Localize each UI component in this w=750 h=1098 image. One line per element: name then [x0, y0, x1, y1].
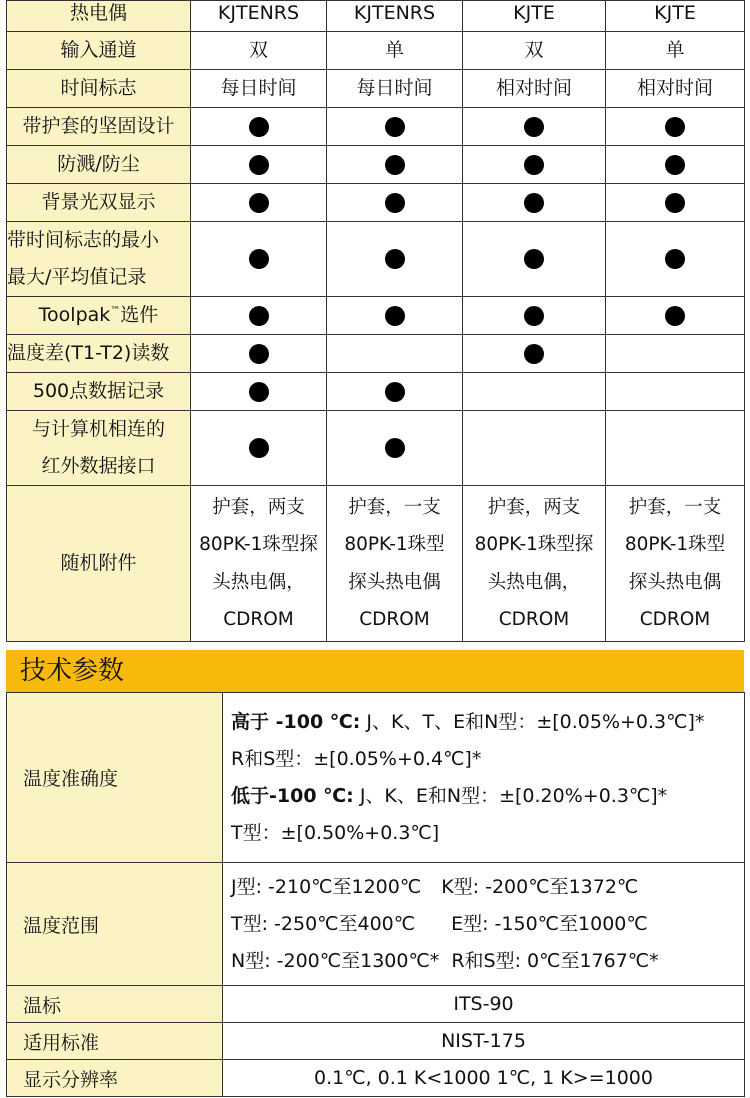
model-name: KJTENRS: [191, 1, 327, 32]
accessory-line: CDROM: [359, 609, 430, 630]
table-cell: 相对时间: [606, 70, 745, 108]
table-row: [7, 108, 745, 146]
spec-label: 显示分辨率: [7, 1060, 223, 1097]
accuracy-text: J、K、T、E和N型：±[0.05%+0.3℃]*: [360, 710, 705, 733]
filled-circle-icon: [385, 155, 405, 175]
header-label: 热电偶: [7, 1, 191, 32]
filled-circle-icon: [249, 155, 269, 175]
accessory-line: 护套，一支: [348, 496, 441, 518]
table-cell: [327, 335, 463, 373]
table-cell: [191, 297, 327, 335]
filled-circle-icon: [385, 306, 405, 326]
row-label: 输入通道: [7, 32, 191, 70]
row-label: 温度差(T1-T2)读数: [7, 335, 191, 373]
table-cell: [463, 297, 606, 335]
spec-section-title: 技术参数: [20, 656, 125, 686]
table-cell: [191, 373, 327, 411]
accuracy-line: R和S型：±[0.05%+0.4℃]*: [231, 747, 482, 770]
accessory-line: 80PK-1珠型探: [199, 534, 318, 555]
accessory-line: CDROM: [498, 609, 570, 630]
spec-row: [7, 1060, 745, 1097]
filled-circle-icon: [665, 117, 685, 137]
row-label-line: 最大/平均值记录: [7, 266, 147, 288]
row-label: [7, 297, 191, 335]
table-cell: [327, 411, 463, 486]
filled-circle-icon: [385, 249, 405, 269]
table-row: [7, 70, 745, 108]
table-row: [7, 335, 745, 373]
range-e: E型: -150℃至1000℃: [451, 912, 648, 935]
spec-value: 0.1℃, 0.1 K<1000 1℃, 1 K>=1000: [223, 1060, 745, 1097]
row-label: 带护套的坚固设计: [7, 108, 191, 146]
table-cell: [606, 146, 745, 184]
comparison-table: [6, 0, 745, 642]
spec-label: 适用标准: [7, 1023, 223, 1060]
row-label-line: 红外数据接口: [41, 455, 156, 477]
model-name: KJTE: [463, 1, 606, 32]
filled-circle-icon: [524, 249, 544, 269]
table-cell: [191, 335, 327, 373]
table-cell: [606, 335, 745, 373]
table-cell: 单: [606, 32, 745, 70]
table-cell: [327, 222, 463, 297]
table-cell: [463, 146, 606, 184]
table-cell: [327, 108, 463, 146]
table-cell: [606, 297, 745, 335]
table-cell: [191, 184, 327, 222]
range-j: J型: -210℃至1200℃: [231, 875, 422, 898]
accessory-line: 护套，两支: [212, 496, 305, 518]
toolpak-label: Toolpak: [38, 304, 111, 326]
table-cell: [606, 108, 745, 146]
table-row: [7, 297, 745, 335]
table-cell: [327, 486, 463, 642]
model-name: KJTENRS: [327, 1, 463, 32]
spec-row: [7, 986, 745, 1023]
table-cell: [606, 411, 745, 486]
table-row: [7, 486, 745, 642]
table-row: [7, 184, 745, 222]
filled-circle-icon: [249, 249, 269, 269]
row-label: 防溅/防尘: [7, 146, 191, 184]
filled-circle-icon: [524, 155, 544, 175]
row-label: 时间标志: [7, 70, 191, 108]
table-cell: 双: [191, 32, 327, 70]
table-cell: [606, 486, 745, 642]
table-cell: [191, 108, 327, 146]
table-row: [7, 411, 745, 486]
spec-label: 温度准确度: [7, 693, 223, 863]
filled-circle-icon: [385, 117, 405, 137]
accessory-line: CDROM: [223, 609, 294, 630]
accuracy-condition: 高于 -100 ℃:: [231, 710, 361, 733]
range-n: N型: -200℃至1300℃*: [231, 949, 440, 972]
spec-row: [7, 863, 745, 986]
spec-row: [7, 693, 745, 863]
accessory-line: 头热电偶，: [212, 571, 305, 593]
filled-circle-icon: [665, 249, 685, 269]
spec-label: 温度范围: [7, 863, 223, 986]
accuracy-line: [231, 704, 744, 741]
row-label: 500点数据记录: [7, 373, 191, 411]
table-row: [7, 373, 745, 411]
range-line: [231, 869, 744, 906]
table-cell: 单: [327, 32, 463, 70]
filled-circle-icon: [665, 193, 685, 213]
filled-circle-icon: [524, 117, 544, 137]
spec-value: [223, 863, 745, 986]
spec-section-header: [6, 650, 744, 692]
range-line: [231, 943, 744, 980]
row-label: [7, 222, 191, 297]
accessory-line: 护套，一支: [628, 496, 722, 518]
spec-row: [7, 1023, 745, 1060]
table-cell: [463, 411, 606, 486]
filled-circle-icon: [249, 193, 269, 213]
filled-circle-icon: [249, 117, 269, 137]
accuracy-line: T型：±[0.50%+0.3℃]: [231, 821, 440, 844]
filled-circle-icon: [665, 155, 685, 175]
table-cell: [463, 335, 606, 373]
toolpak-label-tail: 选件: [120, 304, 159, 326]
spec-label: 温标: [7, 986, 223, 1023]
accuracy-text: J、K、E和N型：±[0.20%+0.3℃]*: [353, 784, 668, 807]
range-t: T型: -250℃至400℃: [231, 912, 416, 935]
accuracy-line: [231, 778, 744, 815]
table-cell: 每日时间: [191, 70, 327, 108]
accuracy-condition: 低于-100 ℃:: [231, 784, 354, 807]
table-cell: [191, 146, 327, 184]
table-cell: [463, 486, 606, 642]
model-name: KJTE: [606, 1, 745, 32]
spec-value: NIST-175: [223, 1023, 745, 1060]
accessory-line: 头热电偶，: [487, 571, 581, 593]
table-cell: [463, 373, 606, 411]
table-cell: [606, 373, 745, 411]
range-k: K型: -200℃至1372℃: [441, 875, 639, 898]
accessory-line: 护套，两支: [487, 496, 581, 518]
row-label-line: 带时间标志的最小: [7, 229, 160, 251]
table-row: [7, 32, 745, 70]
trademark-mark: ™: [110, 305, 121, 317]
accessory-line: CDROM: [639, 609, 711, 630]
accessory-line: 80PK-1珠型: [624, 534, 726, 555]
table-cell: [463, 108, 606, 146]
range-rs: R和S型: 0℃至1767℃*: [451, 949, 659, 972]
spec-table: [6, 692, 745, 1097]
filled-circle-icon: [524, 306, 544, 326]
row-label: 随机附件: [7, 486, 191, 642]
table-cell: [327, 184, 463, 222]
table-cell: [327, 297, 463, 335]
filled-circle-icon: [249, 306, 269, 326]
filled-circle-icon: [249, 382, 269, 402]
accessory-line: 80PK-1珠型探: [474, 534, 594, 555]
accessory-line: 80PK-1珠型: [344, 534, 445, 555]
filled-circle-icon: [665, 306, 685, 326]
table-cell: [606, 184, 745, 222]
table-cell: 每日时间: [327, 70, 463, 108]
row-label-line: 与计算机相连的: [31, 418, 165, 440]
spec-value: [223, 693, 745, 863]
table-row: [7, 146, 745, 184]
table-cell: [191, 486, 327, 642]
table-cell: 相对时间: [463, 70, 606, 108]
row-label: [7, 411, 191, 486]
filled-circle-icon: [249, 344, 269, 364]
table-cell: [606, 222, 745, 297]
table-cell: 双: [463, 32, 606, 70]
table-cell: [327, 373, 463, 411]
accessory-line: 探头热电偶: [628, 571, 722, 593]
table-cell: [327, 146, 463, 184]
row-label: 背景光双显示: [7, 184, 191, 222]
table-cell: [463, 184, 606, 222]
filled-circle-icon: [524, 344, 544, 364]
range-line: [231, 906, 744, 943]
filled-circle-icon: [524, 193, 544, 213]
filled-circle-icon: [385, 382, 405, 402]
table-cell: [191, 222, 327, 297]
filled-circle-icon: [385, 193, 405, 213]
filled-circle-icon: [385, 438, 405, 458]
table-cell: [191, 411, 327, 486]
table-row: [7, 222, 745, 297]
table-header-row: [7, 1, 745, 32]
spec-value: ITS-90: [223, 986, 745, 1023]
table-cell: [463, 222, 606, 297]
accessory-line: 探头热电偶: [348, 571, 441, 593]
filled-circle-icon: [249, 438, 269, 458]
